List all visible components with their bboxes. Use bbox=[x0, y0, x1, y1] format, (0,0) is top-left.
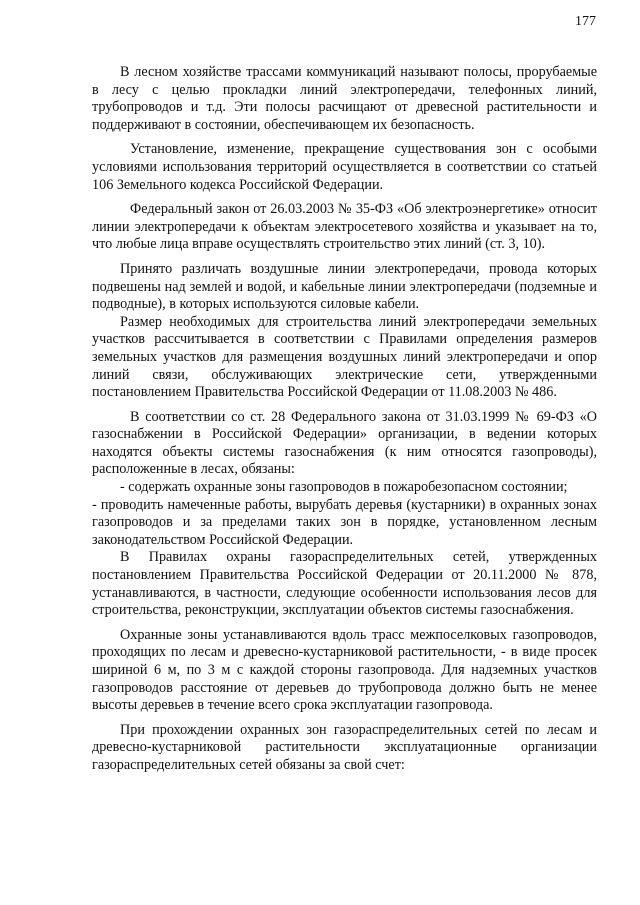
paragraph-protection-zones: Охранные зоны устанавливаются вдоль трасс межпоселковых газопроводов, проходящих по лесам и древесно-кустарниковой растительности, - в виде просек шириной 6 м, по 3 м с каждой стороны газопровода. Для надземных участков газопроводов расстояние от деревьев до трубопровода должно быть не менее высоты деревьев в течение всего срока эксплуатации газопровода. bbox=[92, 626, 597, 714]
paragraph-special-zones: Установление, изменение, прекращение существования зон с особыми условиями использования территорий осуществляется в соответствии со статьей 106 Земельного кодекса Российской Федерации. bbox=[92, 141, 597, 193]
paragraph-obligations: При прохождении охранных зон газораспределительных сетей по лесам и древесно-кустарниковой растительности эксплуатационные организации газораспределительных сетей обязаны за свой счет: bbox=[92, 721, 597, 773]
list-item-fire-safety: - содержать охранные зоны газопроводов в пожаробезопасном состоянии; bbox=[120, 479, 568, 496]
page-body bbox=[92, 64, 597, 775]
paragraph-gas-law: В соответствии со ст. 28 Федерального закона от 31.03.1999 № 69-ФЗ «О газоснабжении в Российской Федерации» организации, в ведении которых находятся объекты системы газоснабжения (к ним относятся газопроводы), расположенные в лесах, обязаны: bbox=[92, 408, 597, 478]
paragraph-line-types: Принято различать воздушные линии электропередачи, провода которых подвешены над землей и водой, и кабельные линии электропередачи (подземные и подводные), в которых используются силовые кабели. bbox=[92, 260, 597, 313]
paragraph-gas-rules: В Правилах охраны газораспределительных сетей, утвержденных постановлением Правительства Российской Федерации от 20.11.2000 № 878, устанавливаются, в частности, следующие особенности использования лесов для строительства, реконструкции, эксплуатации объектов системы газоснабжения. bbox=[92, 549, 597, 619]
page-number: 177 bbox=[575, 14, 596, 29]
paragraph-land-size: Размер необходимых для строительства линий электропередачи земельных участков рассчитывается в соответствии с Правилами определения размеров земельных участков для размещения воздушных линий электропередачи и опор линий связи, обслуживающих электрические сети, утвержденными постановлением Правительства Российской Федерации от 11.08.2003 № 486. bbox=[92, 313, 597, 401]
paragraph-energy-law: Федеральный закон от 26.03.2003 № 35-ФЗ «Об электроэнергетике» относит линии электропередачи к объектам электросетевого хозяйства и указывает на то, что любые лица вправе осуществлять строительство этих линий (ст. 3, 10). bbox=[92, 201, 597, 253]
paragraph-forest-routes: В лесном хозяйстве трассами коммуникаций называют полосы, прорубаемые в лесу с целью прокладки линий электропередачи, телефонных линий, трубопроводов и т.д. Эти полосы расчищают от древесной растительности и поддерживают в состоянии, обеспечивающем их безопасность. bbox=[92, 64, 597, 133]
list-item-works: - проводить намеченные работы, вырубать деревья (кустарники) в охранных зонах газопроводов и за пределами таких зон в порядке, установленном лесным законодательством Российской Федерации. bbox=[92, 496, 597, 548]
